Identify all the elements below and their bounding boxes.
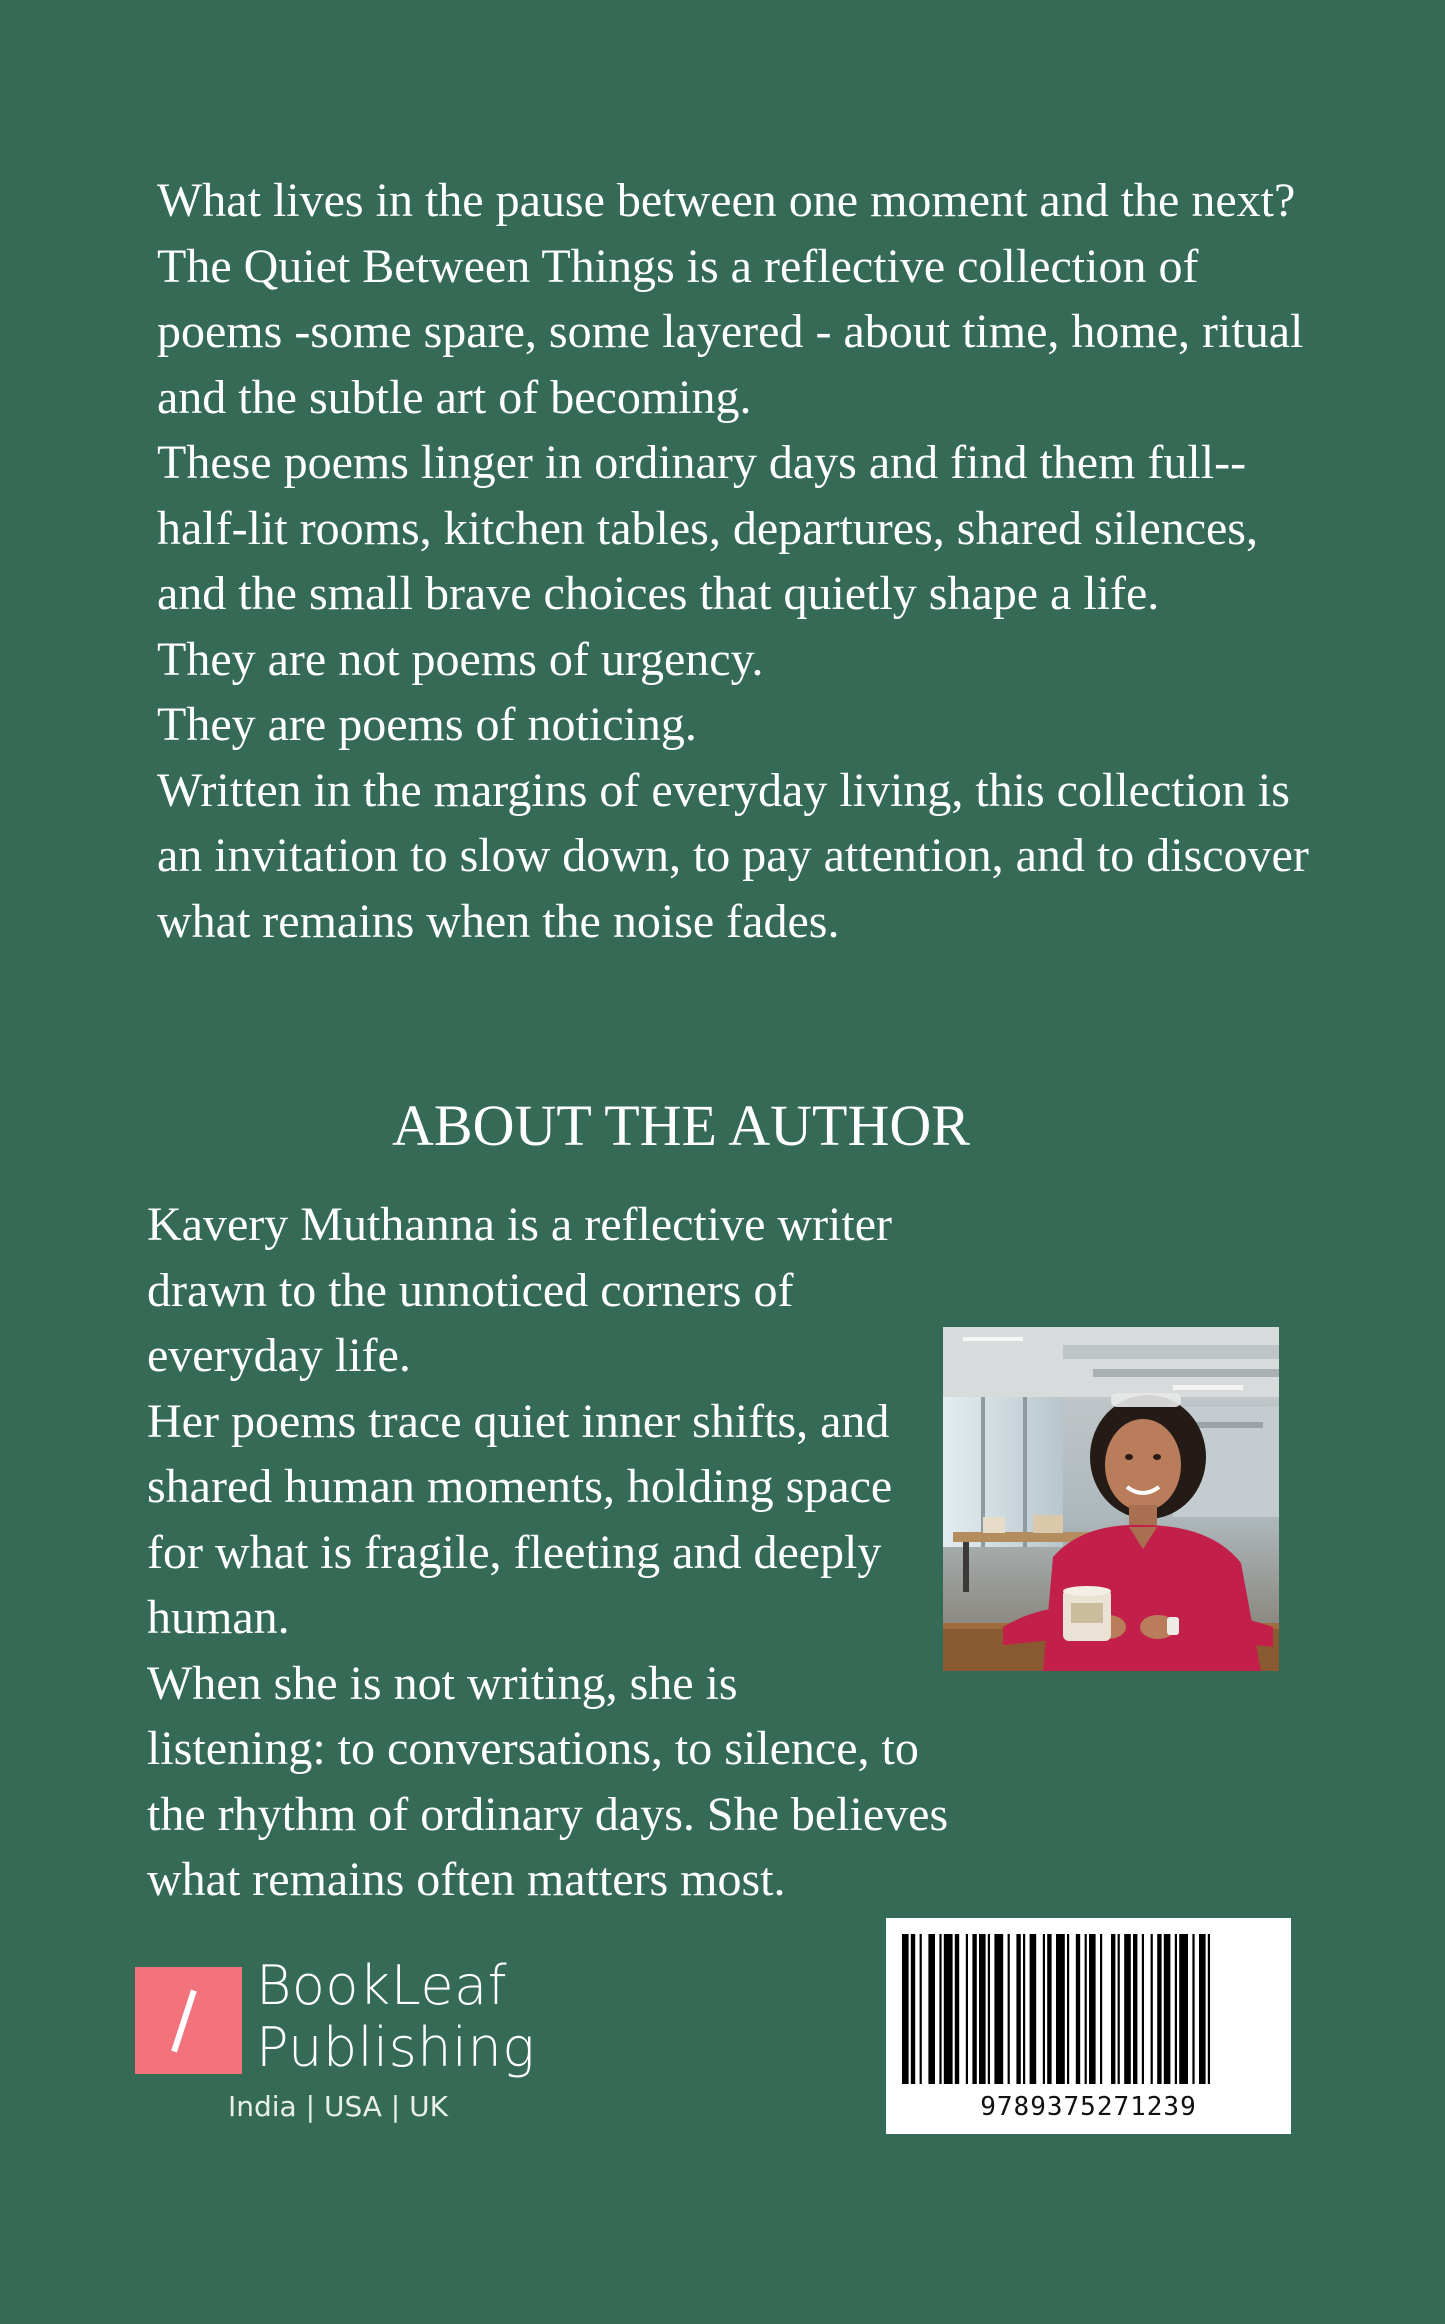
back-cover-blurb xyxy=(157,168,1327,954)
publisher-name xyxy=(256,1955,535,2079)
barcode-bar xyxy=(1023,1934,1025,2084)
barcode-bar xyxy=(1151,1934,1153,2084)
blurb-paragraph: They are not poems of urgency. xyxy=(157,632,764,686)
barcode-bar xyxy=(1208,1934,1210,2084)
publisher-name-line1: BookLeaf xyxy=(256,1954,508,2017)
barcode-bar xyxy=(1056,1934,1065,2084)
barcode-bar xyxy=(1157,1934,1161,2084)
barcode-bar xyxy=(1016,1934,1020,2084)
bio-line: listening: to conversations, to silence, to xyxy=(147,1722,919,1775)
blurb-paragraph: What lives in the pause between one moment and the next? xyxy=(157,174,1296,227)
blurb-paragraph: Written in the margins of everyday living, this collection is an invitation to slow down, to pay attention, and to discover what remains when the noise fades. xyxy=(157,763,1309,948)
barcode-bar xyxy=(911,1934,915,2084)
barcode-bar xyxy=(1076,1934,1080,2084)
about-author-heading: ABOUT THE AUTHOR xyxy=(392,1093,970,1158)
barcode-bar xyxy=(1085,1934,1087,2084)
barcode-bar xyxy=(979,1934,986,2084)
blurb-paragraph: They are poems of noticing. xyxy=(157,698,697,751)
blurb-paragraph: The Quiet Between Things is a reflective collection of poems -some spare, some layered - about time, home, ritual and the subtle art of becoming. xyxy=(157,239,1304,424)
barcode-bar xyxy=(1142,1934,1144,2084)
bio-line: drawn to the unnoticed corners of xyxy=(147,1263,794,1317)
author-portrait-icon xyxy=(943,1327,1279,1671)
barcode-bar xyxy=(1118,1934,1120,2084)
barcode-bar xyxy=(920,1934,922,2084)
publisher-name-line2: Publishing xyxy=(256,2016,536,2079)
isbn-number: 9789375271239 xyxy=(980,2092,1197,2122)
barcode-bar xyxy=(1100,1934,1102,2084)
barcode-bar xyxy=(944,1934,953,2084)
barcode-bar xyxy=(1111,1934,1115,2084)
bio-line: When she is not writing, she is xyxy=(147,1656,738,1710)
barcode-bar xyxy=(988,1934,990,2084)
barcode-bar xyxy=(955,1934,959,2084)
barcode-bar xyxy=(1124,1934,1131,2084)
bio-line: shared human moments, holding space xyxy=(147,1460,893,1513)
bio-line: what remains often matters most. xyxy=(147,1853,786,1906)
publisher-regions: India | USA | UK xyxy=(228,2090,448,2123)
bio-line: everyday life. xyxy=(147,1329,411,1382)
barcode-bar xyxy=(902,1934,909,2084)
author-bio xyxy=(147,1192,948,1913)
barcode-bar xyxy=(1043,1934,1045,2084)
barcode-bar xyxy=(1192,1934,1194,2084)
bio-line: human. xyxy=(147,1591,290,1644)
barcode-bar xyxy=(1089,1934,1096,2084)
barcode-bar xyxy=(1199,1934,1206,2084)
barcode-bar xyxy=(1133,1934,1137,2084)
publisher-logo xyxy=(135,1954,555,2133)
barcode-bar xyxy=(939,1934,941,2084)
barcode-bar xyxy=(1175,1934,1177,2084)
barcode-bar xyxy=(1179,1934,1188,2084)
barcode-bar xyxy=(966,1934,968,2084)
barcode-bar xyxy=(1008,1934,1010,2084)
barcode-bar xyxy=(1164,1934,1171,2084)
blurb-paragraph: These poems linger in ordinary days and find them full-- half-lit rooms, kitchen tables, departures, shared silences, and the small brave choices that quietly shape a life. xyxy=(157,436,1258,620)
barcode-bar xyxy=(1047,1934,1051,2084)
barcode-bar xyxy=(972,1934,976,2084)
bio-line: Her poems trace quiet inner shifts, and xyxy=(147,1394,890,1448)
barcode-bar xyxy=(928,1934,935,2084)
barcode-bar xyxy=(1067,1934,1069,2084)
publisher-mark-icon xyxy=(135,1967,242,2074)
author-photo xyxy=(943,1327,1279,1671)
bio-line: the rhythm of ordinary days. She believes xyxy=(147,1787,949,1841)
bio-line: for what is fragile, fleeting and deeply xyxy=(147,1525,882,1579)
barcode-bar xyxy=(994,1934,1003,2084)
isbn-barcode xyxy=(886,1918,1291,2134)
barcode-bar xyxy=(1030,1934,1037,2084)
bio-line: Kavery Muthanna is a reflective writer xyxy=(147,1198,893,1251)
